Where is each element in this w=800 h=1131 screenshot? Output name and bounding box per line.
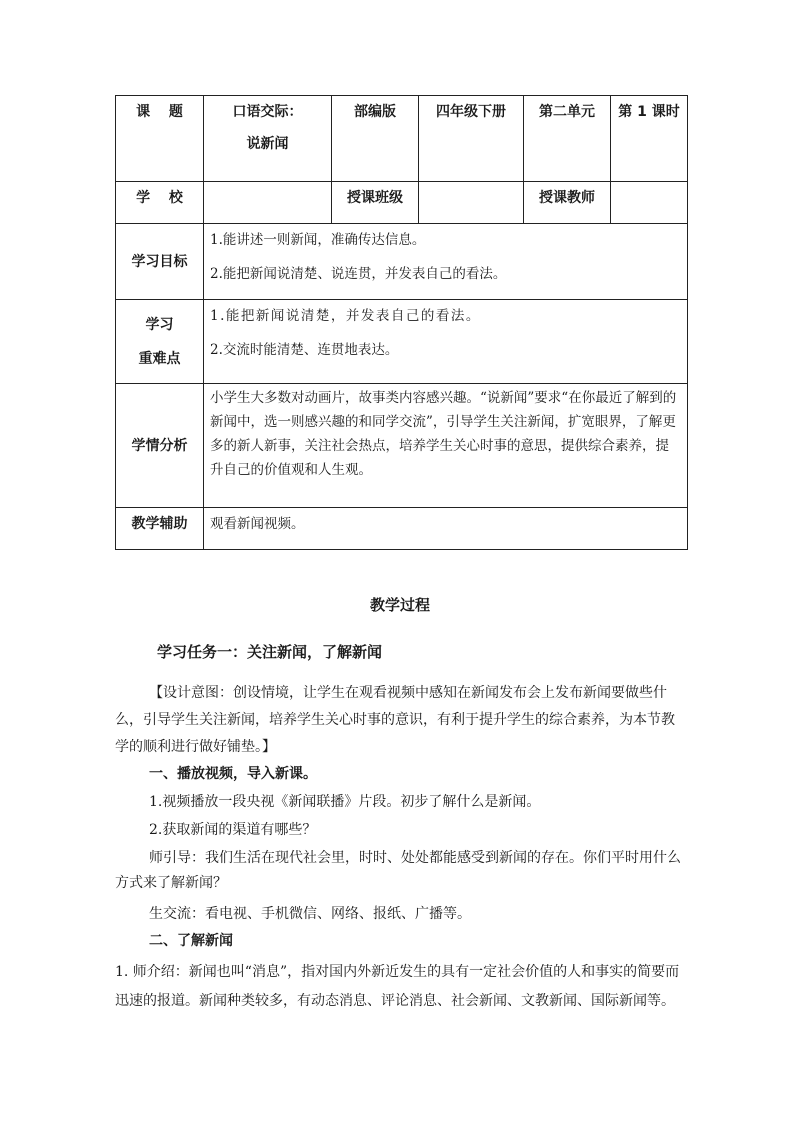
section-heading-1: 一、播放视频，导入新课。 <box>149 766 317 782</box>
school-label: 学 校 <box>116 182 204 224</box>
topic-line-2: 说新闻 <box>246 136 289 152</box>
unit-cell: 第二单元 <box>524 96 611 182</box>
teacher-value <box>611 182 688 224</box>
class-value <box>419 182 524 224</box>
key-points-label-line-1: 学习 <box>145 316 174 333</box>
key-points-content <box>204 300 688 384</box>
teacher-guide: 师引导：我们生活在现代社会里，时时、处处都能感受到新闻的存在。你们平时用什么方式来了解新闻？ <box>115 850 681 891</box>
lesson-process-body <box>115 680 687 1016</box>
key-point-item: 2.交流时能清楚、连贯地表达。 <box>210 342 399 358</box>
lesson-cell: 第 1 课时 <box>611 96 688 182</box>
goal-item: 2.能把新闻说清楚、说连贯，并发表自己的看法。 <box>210 266 507 282</box>
section-title: 教学过程 <box>369 596 430 614</box>
topic-value <box>204 96 332 182</box>
topic-label: 课 题 <box>116 96 204 182</box>
step-2: 2.获取新闻的渠道有哪些？ <box>149 822 317 838</box>
aids-label: 教学辅助 <box>116 508 204 550</box>
aids-content: 观看新闻视频。 <box>204 508 688 550</box>
topic-line-1: 口语交际： <box>232 104 303 120</box>
class-label: 授课班级 <box>332 182 419 224</box>
school-value <box>204 182 332 224</box>
table-row-analysis <box>116 384 688 508</box>
section-heading-2: 二、了解新闻 <box>149 933 233 949</box>
analysis-label: 学情分析 <box>116 384 204 508</box>
key-point-item: 1.能把新闻说清楚，并发表自己的看法。 <box>210 308 481 324</box>
analysis-content: 小学生大多数对动画片，故事类内容感兴趣。“说新闻”要求“在你最近了解到的新闻中，选一则感兴趣的和同学交流”，引导学生关注新闻，扩宽眼界，了解更多的新人新事，关注社会热点，培养学生关心时事的意思，提供综合素养，提升自己的价值观和人生观。 <box>204 384 688 508</box>
goal-item: 1.能讲述一则新闻，准确传达信息。 <box>210 232 426 248</box>
table-row-goals <box>116 224 688 300</box>
lesson-info-table <box>115 95 688 550</box>
grade-cell: 四年级下册 <box>419 96 524 182</box>
key-points-label-line-2: 重难点 <box>138 350 181 367</box>
key-points-label <box>116 300 204 384</box>
task-title: 学习任务一：关注新闻，了解新闻 <box>157 643 383 661</box>
step-1: 1.视频播放一段央视《新闻联播》片段。初步了解什么是新闻。 <box>149 794 541 810</box>
edition-cell: 部编版 <box>332 96 419 182</box>
student-exchange: 生交流：看电视、手机微信、网络、报纸、广播等。 <box>149 906 471 922</box>
goals-content <box>204 224 688 300</box>
table-row-topic <box>116 96 688 182</box>
goals-label: 学习目标 <box>116 224 204 300</box>
table-row-key-points <box>116 300 688 384</box>
table-row-school <box>116 182 688 224</box>
teacher-label: 授课教师 <box>524 182 611 224</box>
teacher-intro: 1. 师介绍：新闻也叫“消息”，指对国内外新近发生的具有一定社会价值的人和事实的简要而迅速的报道。新闻种类较多，有动态消息、评论消息、社会新闻、文教新闻、国际新闻等。 <box>115 964 680 1009</box>
table-row-aids <box>116 508 688 550</box>
design-intent: 【设计意图：创设情境，让学生在观看视频中感知在新闻发布会上发布新闻要做些什么，引导学生关注新闻，培养学生关心时事的意识，有利于提升学生的综合素养，为本节教学的顺利进行做好铺垫。】 <box>115 685 675 755</box>
